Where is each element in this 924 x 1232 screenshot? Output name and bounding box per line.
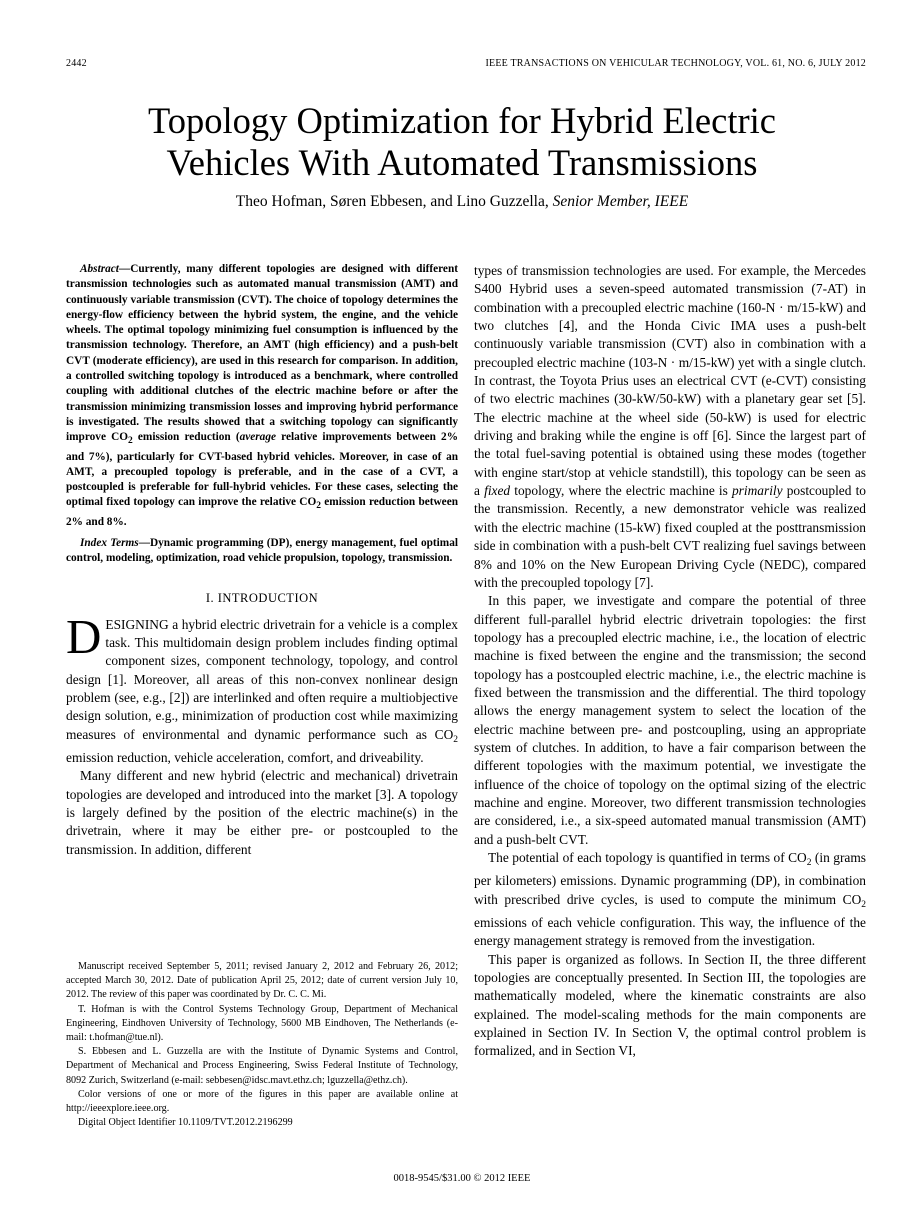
abstract-text-3: relative improvements between 2% and 7%), particularly for CVT-based hybrid vehicles. Moreover, in case of an AMT, a precoupled topology is preferable, and in the case of a CVT, a postcoupled is preferable for full-hybrid vehicles. For these cases, selecting the optimal fixed topology can improve the relative CO (66, 431, 458, 509)
running-header: IEEE TRANSACTIONS ON VEHICULAR TECHNOLOGY, VOL. 61, NO. 6, JULY 2012 (485, 58, 866, 69)
index-terms-label: Index Terms (80, 537, 139, 550)
intro-p1-end: emission reduction, vehicle acceleration, comfort, and driveability. (66, 750, 424, 766)
right-paragraph-1 (474, 262, 866, 592)
title-line-2: Vehicles With Automated Transmissions (166, 142, 758, 183)
author-list (62, 193, 862, 211)
drop-cap: D (66, 608, 102, 664)
index-terms-dash: — (138, 537, 150, 550)
title-line-1: Topology Optimization for Hybrid Electric (148, 100, 776, 141)
abstract-label: Abstract (80, 263, 119, 275)
right-p1-italic-1: fixed (484, 483, 511, 499)
right-p3-subscript-1: 2 (806, 858, 812, 868)
abstract-subscript-2: 2 (316, 501, 321, 512)
footnote-ebbesen-guzzella: S. Ebbesen and L. Guzzella are with the Institute of Dynamic Systems and Control, Department of Mechanical and Process Engineering, Swiss Federal Institute of Technology, 8092 Zurich, Switzerland (e-mail: sebbesen@idsc.mavt.ethz.ch; lguzzella@ethz.ch). (66, 1046, 458, 1086)
page-number: 2442 (66, 58, 87, 69)
right-paragraph-4: This paper is organized as follows. In Section II, the three different topologies are conceptually presented. In Section III, the topologies are mathematically modeled, where the kinematic constraints are also explained. The model-scaling methods for the main components are explained in Section IV. In Section V, the optimal control problem is formalized, and in Section VI, (474, 951, 866, 1059)
intro-p1-text: ESIGNING a hybrid electric drivetrain for a vehicle is a complex task. This multidomain design problem includes finding optimal component sizes, component technology, topology, and control design [1]. Moreover, all areas of this non-convex nonlinear design problem (see, e.g., [2]) are interlinked and often require a multiobjective design solution, e.g., minimization of production cost while maximizing measures of environmental and dynamic performance such as CO (66, 616, 458, 742)
left-column (66, 262, 458, 859)
right-p3-text-c: emissions of each vehicle configuration. This way, the influence of the energy management strategy is removed from the investigation. (474, 915, 866, 949)
first-page-footnote (66, 960, 458, 1130)
abstract-text-1: Currently, many different topologies are designed with different transmission technologies such as automated manual transmission (AMT) and continuously variable transmission (CVT). The choice of topology determines the energy-flow efficiency between the hybrid system, the engine, and the vehicle wheels. The optimal topology minimizing fuel consumption is influenced by the transmission technology. Therefore, an AMT (high efficiency) and a push-belt CVT (moderate efficiency), are used in this research for comparison. In addition, a controlled switching topology is introduced as a benchmark, where controlled coupling with additional clutches of the electric machine before or after the transmission minimizing transmission losses and improving hybrid performance is investigated. The results showed that a switching topology can significantly improve CO (66, 263, 458, 444)
intro-p1-subscript: 2 (453, 734, 458, 745)
abstract-dash: — (118, 263, 131, 275)
paper-title (62, 100, 862, 184)
author-role: Senior Member, IEEE (552, 193, 689, 210)
footnote-hofman: T. Hofman is with the Control Systems Technology Group, Department of Mechanical Engineering, Eindhoven University of Technology, 5600 MB Eindhoven, The Netherlands (e-mail: t.hofman@tue.nl). (66, 1003, 458, 1044)
author-names: Theo Hofman, Søren Ebbesen, and Lino Guzzella, (235, 193, 553, 210)
right-column (474, 262, 866, 1061)
footnote-manuscript: Manuscript received September 5, 2011; revised January 2, 2012 and February 26, 2012; accepted March 30, 2012. Date of publication April 25, 2012; date of current version July 10, 2012. The review of this paper was coordinated by Dr. C. C. Mi. (66, 961, 458, 1001)
right-p1-text-b: topology, where the electric machine is (510, 483, 732, 499)
copyright-footer: 0018-9545/$31.00 © 2012 IEEE (393, 1173, 531, 1184)
abstract (66, 262, 458, 530)
right-paragraph-2: In this paper, we investigate and compare the potential of three different full-parallel hybrid electric drivetrain topologies: the first topology has a precoupled electric machine, i.e., the location of electric machine is fixed between the engine and the transmission; the second topology has a postcoupled electric machine, i.e., the electric machine is fixed between the transmission and the differential. The third topology allows the energy management system to select the location of the electric machine between pre- and postcoupling, using an appropriate system of clutches. In addition, to have a fair comparison between the different topologies with the maximum potential, we investigate the influence of the choice of topology on the optimal sizing of the electric machine and engine. Moreover, two different transmission technologies are considered, i.e., a six-speed automated manual transmission (AMT) and a push-belt CVT. (474, 593, 866, 847)
footnote-doi: Digital Object Identifier 10.1109/TVT.2012.2196299 (78, 1117, 293, 1129)
right-p1-text-c: postcoupled to the transmission. Recently, a new demonstrator vehicle was realized with the electric machine (15-kW) fixed coupled at the posttransmission side in combination with a push-belt CVT realizing fuel savings between 8% and 10% on the New European Driving Cycle (NEDC), compared with the precoupled topology [7]. (474, 483, 866, 590)
section-heading-introduction: I. INTRODUCTION (205, 590, 319, 605)
abstract-text-2: emission reduction ( (132, 431, 240, 444)
intro-paragraph-1 (66, 608, 458, 768)
index-terms-text: Dynamic programming (DP), energy management, fuel optimal control, modeling, optimization, road vehicle propulsion, topology, transmission. (66, 537, 458, 565)
intro-paragraph-2: Many different and new hybrid (electric and mechanical) drivetrain topologies are developed and introduced into the market [3]. A topology is largely defined by the position of the electric machine(s) in the drivetrain, where it may be either pre- or postcoupled to the transmission. In addition, different (66, 768, 458, 857)
footnote-color: Color versions of one or more of the figures in this paper are available online at http://ieeexplore.ieee.org. (66, 1088, 458, 1115)
right-p3-text-b: (in grams per kilometers) emissions. Dynamic programming (DP), in combination with prescribed drive cycles, is used to compute the minimum CO (474, 850, 866, 907)
right-paragraph-3 (474, 849, 866, 951)
abstract-subscript-1: 2 (128, 436, 133, 447)
right-p3-subscript-2: 2 (861, 899, 866, 910)
abstract-italic: average (239, 431, 276, 444)
right-p3-text-a: The potential of each topology is quantified in terms of CO (488, 850, 807, 865)
right-p1-italic-2: primarily (731, 483, 783, 499)
right-p1-text-a: types of transmission technologies are used. For example, the Mercedes S400 Hybrid uses a seven-speed automated transmission (7-AT) in combination with a precoupled electric machine (160-N · m/15-kW) and two clutches [4], and the Honda Civic IMA uses a push-belt continuously variable transmission (CVT) also in combination with a precoupled electric machine (103-N · m/15-kW) yet with a single clutch. In contrast, the Toyota Prius uses an electrical CVT (e-CVT) consisting of two electric machines (30-kW/50-kW) with a planetary gear set [5]. The electric machine at the wheel side (50-kW) is used for electric driving and braking while the engine is off [6]. Since the largest part of the total fuel-saving potential is obtained using these modes (together with engine start/stop at vehicle standstill), this topology can be seen as a (474, 263, 866, 499)
abstract-text-4: emission reduction between 2% and 8%. (66, 496, 458, 528)
index-terms (66, 536, 458, 567)
